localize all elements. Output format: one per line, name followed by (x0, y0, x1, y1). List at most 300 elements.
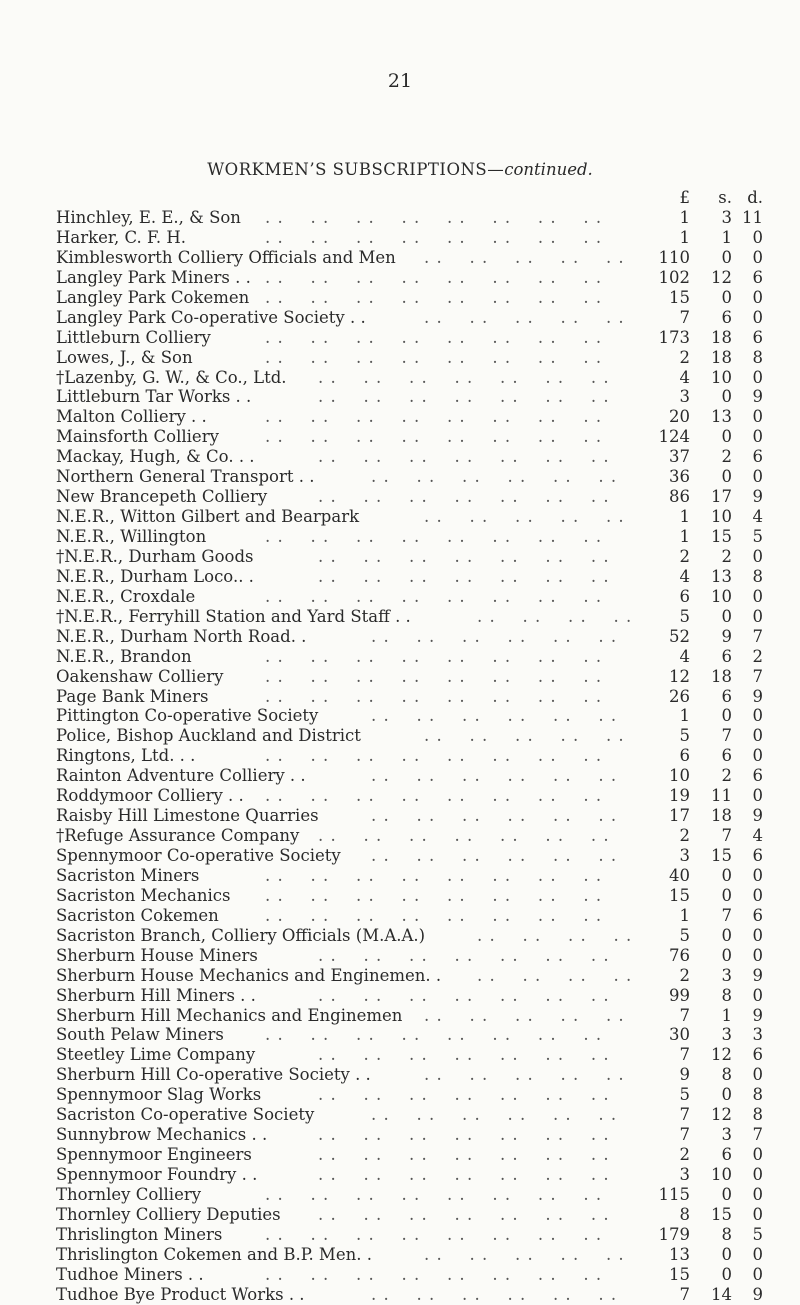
amount-shillings: 6 (721, 746, 732, 766)
list-item (0, 1205, 800, 1225)
amount-shillings: 15 (711, 1204, 732, 1224)
amount-shillings: 10 (711, 367, 732, 387)
amount-pounds: 7 (679, 1284, 690, 1304)
amount-pounds: 2 (679, 347, 690, 367)
list-item (0, 647, 800, 667)
leader-dots: . . . . . . . . . . . . . . . . (265, 208, 603, 227)
subscriber-name: Sacriston Branch, Colliery Officials (M.A.A.) (56, 925, 426, 945)
amount-pounds: 7 (679, 1045, 690, 1065)
amount-shillings: 9 (721, 626, 732, 646)
amount-pounds: 8 (679, 1204, 690, 1224)
amount-shillings: 17 (711, 487, 732, 507)
list-item (0, 1265, 800, 1285)
amount-shillings: 12 (711, 267, 732, 287)
list-item (0, 547, 800, 567)
list-item (0, 467, 800, 487)
subscriber-name: Sunnybrow Mechanics . . (56, 1125, 268, 1145)
amount-pence: 5 (752, 1224, 763, 1244)
leader-dots: . . . . . . . . . . . . . . . . (265, 646, 603, 666)
amount-pence: 0 (752, 367, 763, 387)
amount-pounds: 173 (658, 327, 690, 347)
amount-shillings: 13 (711, 566, 732, 586)
amount-pounds: 7 (679, 307, 690, 327)
subscriber-name: N.E.R., Witton Gilbert and Bearpark (56, 507, 360, 527)
leader-dots: . . . . . . . . . . . . . . . . (265, 666, 603, 686)
list-item (0, 248, 800, 268)
leader-dots: . . . . . . . . . . . . . . . . (265, 427, 603, 447)
leader-dots: . . . . . . . . . . . . (371, 766, 618, 786)
amount-pence: 0 (752, 287, 763, 307)
subscriber-name: N.E.R., Brandon (56, 646, 192, 666)
leader-dots: . . . . . . . . . . . . (371, 706, 618, 726)
amount-pence: 0 (752, 985, 763, 1005)
list-item (0, 1025, 800, 1045)
amount-pounds: 3 (679, 1165, 690, 1184)
leader-dots: . . . . . . . . . . . . . . (318, 1204, 610, 1224)
list-item (0, 966, 800, 986)
amount-shillings: 0 (721, 427, 732, 447)
amount-shillings: 14 (711, 1284, 732, 1304)
amount-pounds: 15 (669, 1264, 690, 1284)
amount-pence: 9 (752, 806, 763, 826)
amount-pence: 6 (752, 327, 763, 347)
leader-dots: . . . . . . . . . . . . . . . . (265, 885, 603, 905)
leader-dots: . . . . . . . . . . . . . . (318, 447, 610, 467)
subscriber-name: †N.E.R., Durham Goods (56, 546, 254, 566)
subscriber-name: Tudhoe Miners . . (56, 1264, 204, 1284)
amount-shillings: 12 (711, 1105, 732, 1125)
amount-pence: 7 (752, 666, 763, 686)
list-item (0, 846, 800, 866)
subscriber-name: Thrislington Miners (56, 1224, 223, 1244)
subscriber-name: Sacriston Miners (56, 865, 200, 885)
list-item (0, 687, 800, 707)
subscriber-name: Ringtons, Ltd. . . (56, 746, 196, 766)
amount-pence: 4 (752, 826, 763, 846)
amount-pence: 9 (752, 965, 763, 985)
list-item (0, 1145, 800, 1165)
subscriber-name: Lowes, J., & Son (56, 347, 193, 367)
subscriber-name: Page Bank Miners (56, 686, 209, 706)
amount-shillings: 11 (711, 786, 732, 806)
amount-pence: 0 (752, 427, 763, 447)
leader-dots: . . . . . . . . . . . . . . . . (265, 1025, 603, 1045)
leader-dots: . . . . . . . . . . . . . . (318, 1085, 610, 1105)
list-item (0, 766, 800, 786)
amount-pence: 6 (752, 905, 763, 925)
amount-pounds: 40 (669, 865, 690, 885)
subscriber-name: Sherburn Hill Co-operative Society . . (56, 1065, 371, 1085)
leader-dots: . . . . . . . . . . . . . . . . (265, 865, 603, 885)
amount-shillings: 7 (721, 726, 732, 746)
amount-pounds: 4 (679, 566, 690, 586)
list-item (0, 487, 800, 507)
amount-pence: 0 (752, 885, 763, 905)
subscriber-name: N.E.R., Willington (56, 527, 207, 546)
amount-pence: 5 (752, 527, 763, 546)
amount-pence: 6 (752, 1045, 763, 1065)
page-number: 21 (387, 70, 413, 92)
subscriber-name: Spennymoor Slag Works (56, 1085, 262, 1105)
amount-shillings: 3 (721, 965, 732, 985)
amount-pence: 6 (752, 846, 763, 865)
subscriber-name: N.E.R., Croxdale (56, 586, 196, 606)
heading-main: WORKMEN’S SUBSCRIPTIONS— (207, 160, 505, 179)
leader-dots: . . . . . . . . . . . . . . . . (265, 746, 603, 766)
amount-shillings: 6 (721, 646, 732, 666)
list-item (0, 308, 800, 328)
pence-header: d. (747, 188, 763, 207)
subscriber-name: Malton Colliery . . (56, 407, 207, 427)
subscriber-name: Raisby Hill Limestone Quarries (56, 806, 319, 826)
amount-shillings: 6 (721, 1145, 732, 1165)
list-item (0, 926, 800, 946)
amount-pence: 6 (752, 766, 763, 786)
subscriber-name: Rainton Adventure Colliery . . (56, 766, 306, 786)
subscriber-name: South Pelaw Miners (56, 1025, 224, 1045)
list-item (0, 1165, 800, 1185)
amount-pounds: 10 (669, 766, 690, 786)
amount-pounds: 86 (669, 487, 690, 507)
amount-pence: 0 (752, 706, 763, 726)
list-item (0, 786, 800, 806)
subscriber-name: Thornley Colliery Deputies (56, 1204, 281, 1224)
subscriber-name: Harker, C. F. H. (56, 227, 186, 247)
amount-pence: 0 (752, 227, 763, 247)
amount-pence: 11 (742, 208, 763, 227)
subscriptions-list (0, 208, 800, 1305)
amount-pounds: 2 (679, 1145, 690, 1165)
subscriber-name: Hinchley, E. E., & Son (56, 208, 241, 227)
leader-dots: . . . . . . . . . . (424, 726, 625, 746)
amount-pounds: 1 (679, 227, 690, 247)
amount-pence: 4 (752, 507, 763, 527)
amount-pence: 0 (752, 1244, 763, 1264)
amount-shillings: 6 (721, 307, 732, 327)
subscriber-name: Sherburn House Miners (56, 945, 258, 965)
amount-pence: 0 (752, 945, 763, 965)
amount-shillings: 8 (721, 1224, 732, 1244)
amount-shillings: 0 (721, 945, 732, 965)
list-item (0, 527, 800, 547)
list-item (0, 906, 800, 926)
subscriber-name: Oakenshaw Colliery (56, 666, 224, 686)
amount-pence: 0 (752, 726, 763, 746)
amount-pence: 8 (752, 1085, 763, 1105)
amount-pence: 0 (752, 1165, 763, 1184)
amount-shillings: 15 (711, 527, 732, 546)
leader-dots: . . . . . . . . . . . . (371, 806, 618, 826)
amount-pence: 8 (752, 1105, 763, 1125)
amount-shillings: 7 (721, 826, 732, 846)
amount-pence: 0 (752, 746, 763, 766)
amount-shillings: 7 (721, 905, 732, 925)
list-item (0, 268, 800, 288)
amount-shillings: 8 (721, 985, 732, 1005)
leader-dots: . . . . . . . . . . . . . . (318, 985, 610, 1005)
list-item (0, 627, 800, 647)
amount-pounds: 12 (669, 666, 690, 686)
leader-dots: . . . . . . . . . . . . (371, 846, 618, 865)
amount-pence: 0 (752, 1264, 763, 1284)
list-item (0, 826, 800, 846)
amount-pounds: 17 (669, 806, 690, 826)
amount-pounds: 5 (679, 726, 690, 746)
list-item (0, 1225, 800, 1245)
amount-shillings: 0 (721, 1244, 732, 1264)
subscriber-name: Spennymoor Co-operative Society (56, 846, 341, 865)
list-item (0, 946, 800, 966)
amount-shillings: 13 (711, 407, 732, 427)
amount-pounds: 1 (679, 208, 690, 227)
subscriber-name: Police, Bishop Auckland and District (56, 726, 361, 746)
amount-pounds: 26 (669, 686, 690, 706)
subscriber-name: Northern General Transport . . (56, 467, 315, 487)
leader-dots: . . . . . . . . . . . . . . . . (265, 527, 603, 546)
amount-pence: 0 (752, 925, 763, 945)
leader-dots: . . . . . . . . (477, 606, 633, 626)
list-item (0, 1125, 800, 1145)
leader-dots: . . . . . . . . . . . . . . . . (265, 227, 603, 247)
list-item (0, 427, 800, 447)
amount-pounds: 37 (669, 447, 690, 467)
subscriber-name: Mainsforth Colliery (56, 427, 219, 447)
amount-shillings: 18 (711, 327, 732, 347)
leader-dots: . . . . . . . . . . . . . . (318, 945, 610, 965)
amount-pence: 0 (752, 546, 763, 566)
amount-pounds: 20 (669, 407, 690, 427)
list-item (0, 228, 800, 248)
amount-pence: 0 (752, 1204, 763, 1224)
amount-shillings: 3 (721, 208, 732, 227)
leader-dots: . . . . . . . . . . . . . . (318, 487, 610, 507)
list-item (0, 1285, 800, 1305)
subscriber-name: Langley Park Cokemen (56, 287, 250, 307)
list-item (0, 667, 800, 687)
amount-shillings: 0 (721, 1085, 732, 1105)
amount-pounds: 5 (679, 1085, 690, 1105)
subscriber-name: Spennymoor Engineers (56, 1145, 252, 1165)
amount-pence: 9 (752, 487, 763, 507)
amount-shillings: 8 (721, 1065, 732, 1085)
leader-dots: . . . . . . . . . . . . . . . . (265, 1184, 603, 1204)
leader-dots: . . . . . . . . . . . . . . . . (265, 1224, 603, 1244)
subscriber-name: †Lazenby, G. W., & Co., Ltd. (56, 367, 287, 387)
amount-pence: 2 (752, 646, 763, 666)
amount-shillings: 0 (721, 925, 732, 945)
amount-shillings: 0 (721, 387, 732, 407)
amount-pounds: 1 (679, 527, 690, 546)
list-item (0, 407, 800, 427)
leader-dots: . . . . . . . . . . . . (371, 1105, 618, 1125)
amount-shillings: 0 (721, 885, 732, 905)
amount-shillings: 2 (721, 766, 732, 786)
amount-pounds: 4 (679, 646, 690, 666)
leader-dots: . . . . . . . . . . (424, 307, 625, 327)
list-item (0, 208, 800, 228)
subscriber-name: Steetley Lime Company (56, 1045, 256, 1065)
leader-dots: . . . . . . . . (477, 925, 633, 945)
list-item (0, 746, 800, 766)
leader-dots: . . . . . . . . . . . . . . . . (265, 686, 603, 706)
amount-pence: 0 (752, 307, 763, 327)
amount-pounds: 4 (679, 367, 690, 387)
pounds-header: £ (679, 188, 690, 207)
amount-pounds: 5 (679, 606, 690, 626)
leader-dots: . . . . . . . . . . . . . . . . (265, 905, 603, 925)
leader-dots: . . . . . . . . . . . . . . . . (265, 786, 603, 806)
amount-pounds: 3 (679, 387, 690, 407)
amount-pence: 8 (752, 347, 763, 367)
heading-continued: continued. (504, 160, 593, 179)
shillings-header: s. (718, 188, 732, 207)
amount-shillings: 0 (721, 1184, 732, 1204)
subscriber-name: New Brancepeth Colliery (56, 487, 268, 507)
leader-dots: . . . . . . . . . . . . . . (318, 1165, 610, 1184)
list-item (0, 1006, 800, 1026)
subscriber-name: Sherburn Hill Mechanics and Enginemen (56, 1005, 403, 1025)
amount-shillings: 0 (721, 247, 732, 267)
amount-pounds: 15 (669, 885, 690, 905)
amount-shillings: 0 (721, 287, 732, 307)
amount-pounds: 3 (679, 846, 690, 865)
amount-pounds: 30 (669, 1025, 690, 1045)
subscriber-name: Littleburn Tar Works . . (56, 387, 252, 407)
amount-pence: 0 (752, 467, 763, 487)
amount-pounds: 5 (679, 925, 690, 945)
amount-pence: 9 (752, 686, 763, 706)
leader-dots: . . . . . . . . . . . . . . (318, 546, 610, 566)
amount-pence: 0 (752, 1065, 763, 1085)
amount-pounds: 15 (669, 287, 690, 307)
subscriber-name: Littleburn Colliery (56, 327, 211, 347)
amount-shillings: 18 (711, 666, 732, 686)
list-item (0, 986, 800, 1006)
amount-pence: 6 (752, 267, 763, 287)
leader-dots: . . . . . . . . . . . . . . (318, 367, 610, 387)
list-item (0, 1245, 800, 1265)
amount-pence: 3 (752, 1025, 763, 1045)
list-item (0, 387, 800, 407)
amount-pence: 0 (752, 786, 763, 806)
subscriber-name: Sherburn House Mechanics and Enginemen. . (56, 965, 442, 985)
list-item (0, 1105, 800, 1125)
leader-dots: . . . . . . . . . . . . . . . . (265, 287, 603, 307)
amount-pounds: 2 (679, 965, 690, 985)
list-item (0, 368, 800, 388)
amount-shillings: 0 (721, 1264, 732, 1284)
amount-shillings: 10 (711, 507, 732, 527)
amount-pence: 0 (752, 247, 763, 267)
subscriber-name: Thrislington Cokemen and B.P. Men. . (56, 1244, 372, 1264)
amount-shillings: 3 (721, 1125, 732, 1145)
amount-shillings: 12 (711, 1045, 732, 1065)
amount-shillings: 10 (711, 1165, 732, 1184)
amount-pounds: 99 (669, 985, 690, 1005)
column-headers (0, 188, 800, 208)
leader-dots: . . . . . . . . . . . . . . . . (265, 267, 603, 287)
amount-pounds: 1 (679, 507, 690, 527)
amount-pounds: 6 (679, 746, 690, 766)
amount-shillings: 3 (721, 1025, 732, 1045)
amount-pounds: 36 (669, 467, 690, 487)
amount-pounds: 2 (679, 546, 690, 566)
list-item (0, 1185, 800, 1205)
leader-dots: . . . . . . . . . . . . (371, 467, 618, 487)
list-item (0, 886, 800, 906)
amount-pounds: 124 (658, 427, 690, 447)
subscriber-name: Thornley Colliery (56, 1184, 202, 1204)
amount-pounds: 1 (679, 706, 690, 726)
subscriber-name: N.E.R., Durham Loco.. . (56, 566, 254, 586)
amount-pence: 8 (752, 566, 763, 586)
subscriber-name: Pittington Co-operative Society (56, 706, 319, 726)
leader-dots: . . . . . . . . . . (424, 247, 625, 267)
leader-dots: . . . . . . . . . . . . . . . . (265, 1264, 603, 1284)
leader-dots: . . . . . . . . . . . . . . (318, 1125, 610, 1145)
amount-pounds: 13 (669, 1244, 690, 1264)
amount-pounds: 7 (679, 1125, 690, 1145)
amount-pence: 9 (752, 387, 763, 407)
amount-pounds: 6 (679, 586, 690, 606)
page-heading (0, 160, 800, 179)
list-item (0, 806, 800, 826)
amount-pounds: 76 (669, 945, 690, 965)
list-item (0, 507, 800, 527)
leader-dots: . . . . . . . . . . . . . . (318, 566, 610, 586)
subscriber-name: N.E.R., Durham North Road. . (56, 626, 307, 646)
list-item (0, 328, 800, 348)
leader-dots: . . . . . . . . . . . . . . (318, 1145, 610, 1165)
list-item (0, 726, 800, 746)
subscriber-name: †Refuge Assurance Company (56, 826, 300, 846)
amount-pence: 6 (752, 447, 763, 467)
amount-shillings: 1 (721, 1005, 732, 1025)
subscriber-name: Roddymoor Colliery . . (56, 786, 244, 806)
leader-dots: . . . . . . . . . . . . . . . . (265, 586, 603, 606)
subscriber-name: Langley Park Co-operative Society . . (56, 307, 366, 327)
amount-pounds: 7 (679, 1005, 690, 1025)
amount-shillings: 0 (721, 865, 732, 885)
amount-pounds: 1 (679, 905, 690, 925)
amount-pounds: 179 (658, 1224, 690, 1244)
amount-pence: 7 (752, 1125, 763, 1145)
list-item (0, 288, 800, 308)
subscriber-name: Sherburn Hill Miners . . (56, 985, 256, 1005)
amount-shillings: 15 (711, 846, 732, 865)
leader-dots: . . . . . . . . (477, 965, 633, 985)
leader-dots: . . . . . . . . . . . . . . (318, 387, 610, 407)
amount-pounds: 19 (669, 786, 690, 806)
list-item (0, 866, 800, 886)
leader-dots: . . . . . . . . . . (424, 1005, 625, 1025)
subscriber-name: Spennymoor Foundry . . (56, 1165, 258, 1184)
amount-shillings: 10 (711, 586, 732, 606)
amount-shillings: 2 (721, 546, 732, 566)
amount-pence: 0 (752, 586, 763, 606)
list-item (0, 1045, 800, 1065)
amount-pounds: 7 (679, 1105, 690, 1125)
amount-shillings: 6 (721, 686, 732, 706)
leader-dots: . . . . . . . . . . . . (371, 1284, 618, 1304)
subscriber-name: Sacriston Cokemen (56, 905, 219, 925)
amount-pounds: 2 (679, 826, 690, 846)
list-item (0, 567, 800, 587)
amount-pence: 0 (752, 1184, 763, 1204)
amount-pence: 9 (752, 1284, 763, 1304)
amount-pence: 9 (752, 1005, 763, 1025)
amount-shillings: 2 (721, 447, 732, 467)
